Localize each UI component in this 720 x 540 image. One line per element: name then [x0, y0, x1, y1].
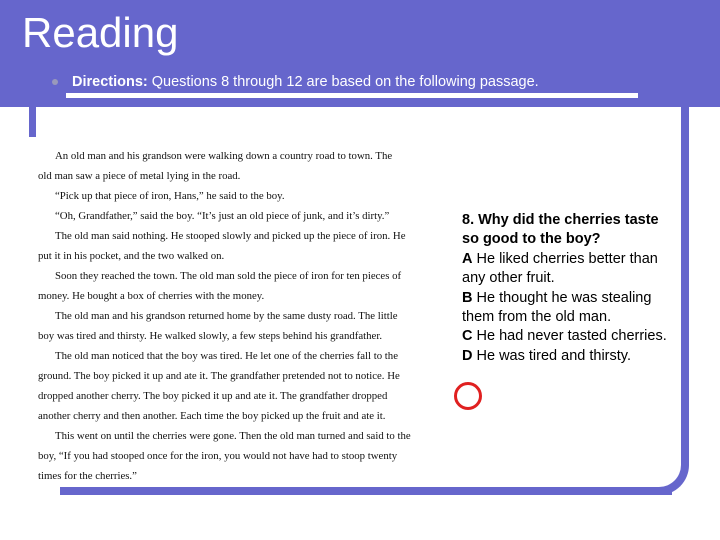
passage-line: ground. The boy picked it up and ate it. The grandfather pretended not to notice. He: [38, 370, 400, 382]
passage-line: Soon they reached the town. The old man sold the piece of iron for ten pieces of: [55, 270, 402, 282]
passage-line: “Oh, Grandfather,” said the boy. “It’s just an old piece of junk, and it’s dirty.”: [55, 210, 390, 222]
question-heading: 8. Why did the cherries taste so good to the boy?: [462, 212, 659, 248]
answer-highlight-circle-icon: [454, 382, 482, 410]
answer-option-c[interactable]: [462, 327, 672, 346]
passage-line: boy was tired and thirsty. He walked slowly, a few steps behind his grandfather.: [38, 330, 383, 342]
option-text: He had never tasted cherries.: [472, 328, 667, 345]
directions: [52, 74, 539, 90]
passage-line: boy, “If you had stooped once for the iron, you would not have had to stoop twenty: [38, 450, 398, 462]
passage-line: old man saw a piece of metal lying in the road.: [38, 170, 241, 182]
passage-line: another cherry and then another. Each time the boy picked up the fruit and ate it.: [38, 410, 386, 422]
frame-corner: [640, 452, 689, 495]
option-letter: B: [462, 289, 473, 306]
passage-line: The old man noticed that the boy was tired. He let one of the cherries fall to the: [55, 350, 398, 362]
passage-line: This went on until the cherries were gone. Then the old man turned and said to the: [55, 430, 411, 442]
frame-bottom-edge: [60, 487, 672, 495]
option-text: He liked cherries better than any other fruit.: [462, 250, 658, 287]
option-letter: A: [462, 250, 473, 267]
option-text: He was tired and thirsty.: [472, 347, 631, 364]
option-letter: D: [462, 347, 473, 364]
passage-line: times for the cherries.”: [38, 470, 137, 482]
passage-line: The old man said nothing. He stooped slowly and picked up the piece of iron. He: [55, 230, 406, 242]
passage-line: put it in his pocket, and the two walked on.: [38, 250, 225, 262]
passage-line: money. He bought a box of cherries with the money.: [38, 290, 265, 302]
reading-passage: [30, 145, 435, 485]
passage-line: The old man and his grandson returned home by the same dusty road. The little: [55, 310, 398, 322]
frame-left-edge: [29, 107, 36, 137]
header-divider: [66, 93, 638, 98]
bullet-icon: [52, 79, 58, 85]
question-block: [462, 211, 672, 366]
directions-text: Questions 8 through 12 are based on the following passage.: [147, 74, 539, 90]
frame-right-edge: [681, 106, 689, 472]
passage-line: dropped another cherry. The boy picked it up and ate it. The grandfather dropped: [38, 390, 388, 402]
answer-option-a[interactable]: [462, 250, 672, 289]
directions-label: Directions:: [72, 74, 148, 90]
answer-option-b[interactable]: [462, 289, 672, 328]
option-letter: C: [462, 328, 473, 345]
passage-line: An old man and his grandson were walking down a country road to town. The: [55, 150, 393, 162]
page-title: Reading: [22, 9, 179, 56]
option-text: He thought he was stealing them from the old man.: [462, 289, 652, 326]
answer-option-d[interactable]: [462, 347, 672, 366]
passage-line: “Pick up that piece of iron, Hans,” he said to the boy.: [55, 190, 285, 202]
